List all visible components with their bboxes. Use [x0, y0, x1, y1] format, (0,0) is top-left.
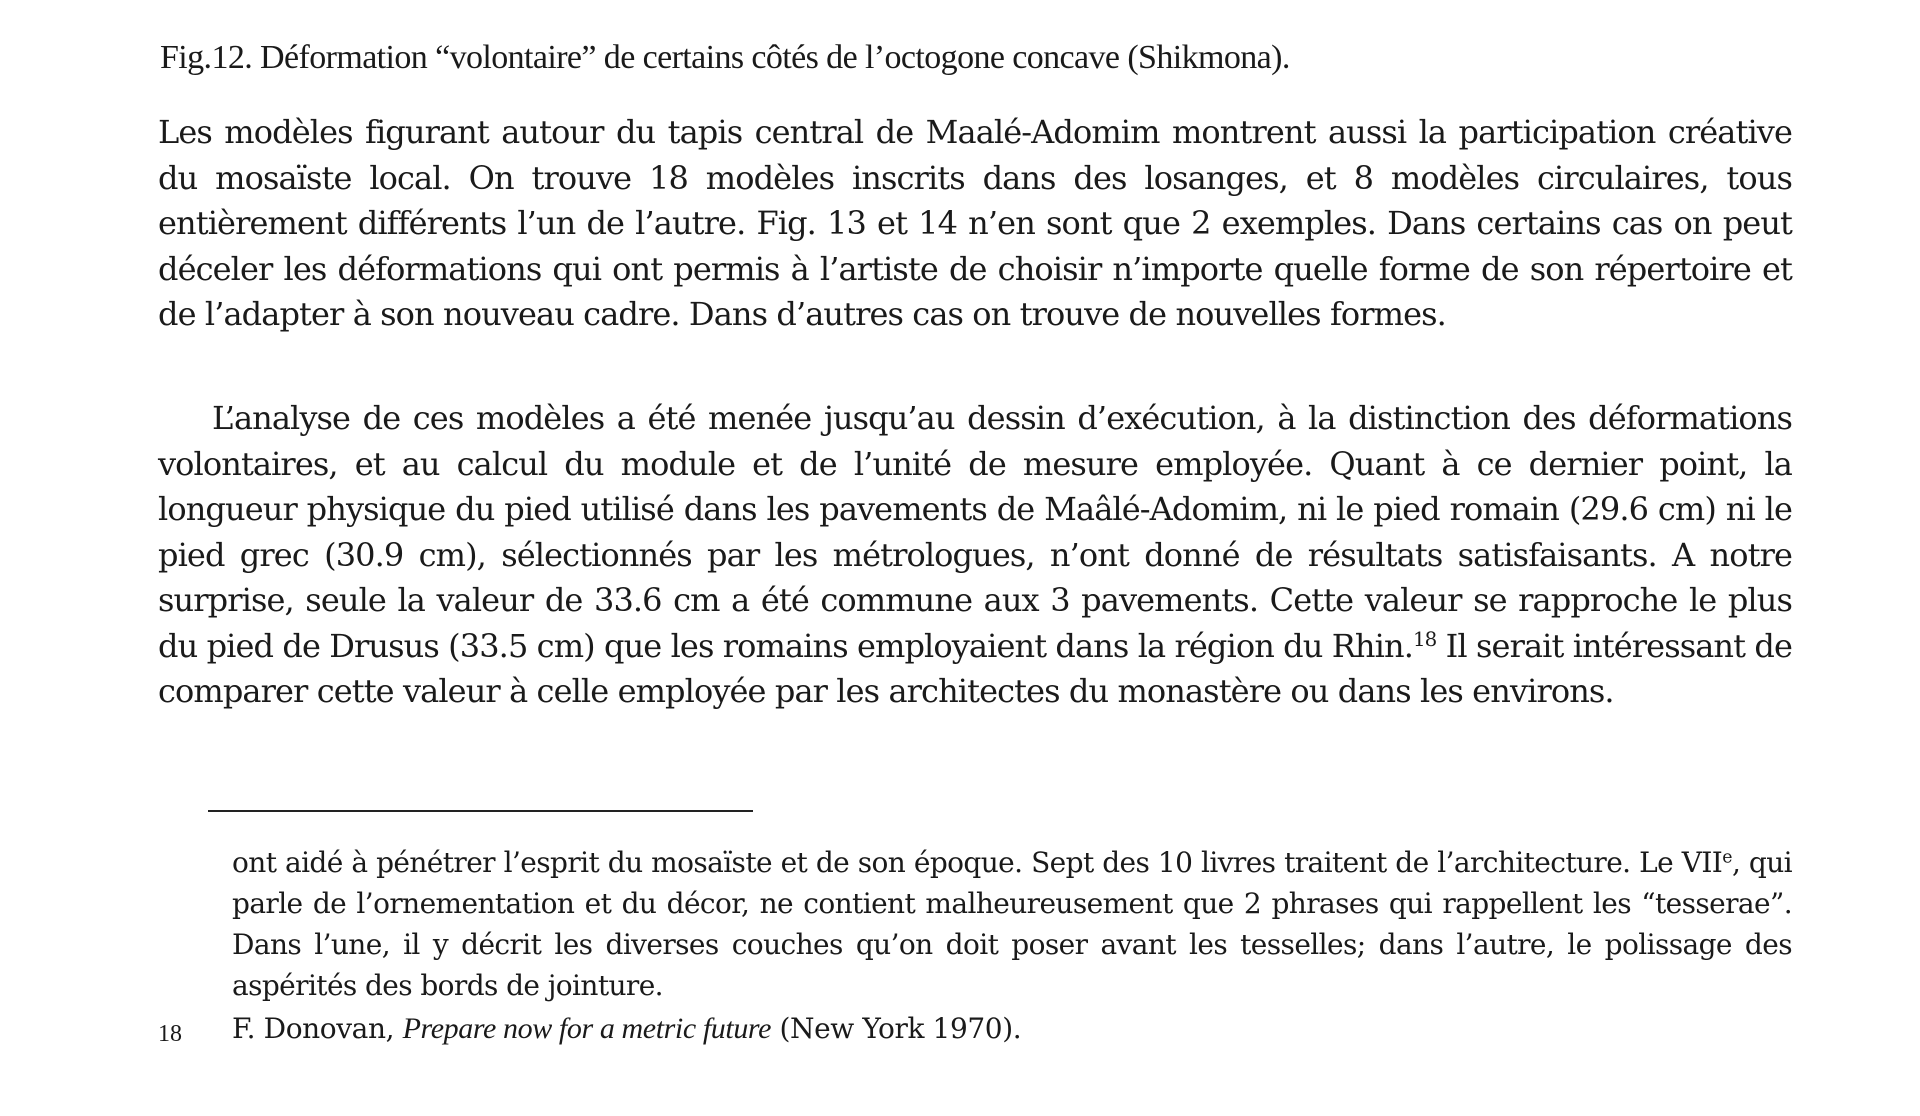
paragraph-analysis-text-end: Il serait intéressant de comparer cette valeur à celle employée par les architectes du monastère ou dans les environs. — [158, 626, 1792, 710]
footnote-18-author: F. Donovan, — [232, 1012, 403, 1045]
footnote-continuation-text-end: , qui parle de l’ornementation et du décor, ne contient malheureusement que 2 phrases qui rappellent les “tesserae”. Dans l’une, il y décrit les diverses couches qu’on doit poser avant les tesselles; dans l’autre, le polissage des aspérités des bords de jointure. — [232, 846, 1792, 1002]
footnote-18-details: (New York 1970). — [771, 1012, 1022, 1045]
footnote-18 — [232, 1008, 1021, 1049]
footnote-number-18: 18 — [158, 1021, 182, 1047]
paragraph-analysis-text: L’analyse de ces modèles a été menée jusqu’au dessin d’exécution, à la distinction des déformations volontaires, et au calcul du module et de l’unité de mesure employée. Quant à ce dernier point, la longueur physique du pied utilisé dans les pavements de Maâlé-Adomim, ni le pied romain (29.6 cm) ni le pied grec (30.9 cm), sélectionnés par les métrologues, n’ont donné de résultats satisfaisants. A notre surprise, seule la valeur de 33.6 cm a été commune aux 3 pavements. Cette valeur se rapproche le plus du pied de Drusus (33.5 cm) que les romains employaient dans la région du Rhin. — [158, 399, 1792, 665]
footnote-separator — [208, 810, 753, 812]
footnote-continuation-text: ont aidé à pénétrer l’esprit du mosaïste et de son époque. Sept des 10 livres traitent de l’architecture. Le VII — [232, 846, 1723, 879]
paragraph-analysis — [158, 396, 1792, 715]
footnote-continuation — [232, 842, 1792, 1006]
superscript-e: e — [1722, 847, 1732, 868]
footnote-reference-18[interactable]: 18 — [1412, 627, 1437, 651]
footnote-18-title: Prepare now for a metric future — [402, 1012, 772, 1045]
figure-caption: Fig.12. Déformation “volontaire” de certains côtés de l’octogone concave (Shikmona). — [160, 39, 1290, 76]
paragraph-models: Les modèles figurant autour du tapis central de Maalé-Adomim montrent aussi la participation créative du mosaïste local. On trouve 18 modèles inscrits dans des losanges, et 8 modèles circulaires, tous entièrement différents l’un de l’autre. Fig. 13 et 14 n’en sont que 2 exemples. Dans certains cas on peut déceler les déformations qui ont permis à l’artiste de choisir n’importe quelle forme de son répertoire et de l’adapter à son nouveau cadre. Dans d’autres cas on trouve de nouvelles formes. — [158, 113, 1792, 333]
